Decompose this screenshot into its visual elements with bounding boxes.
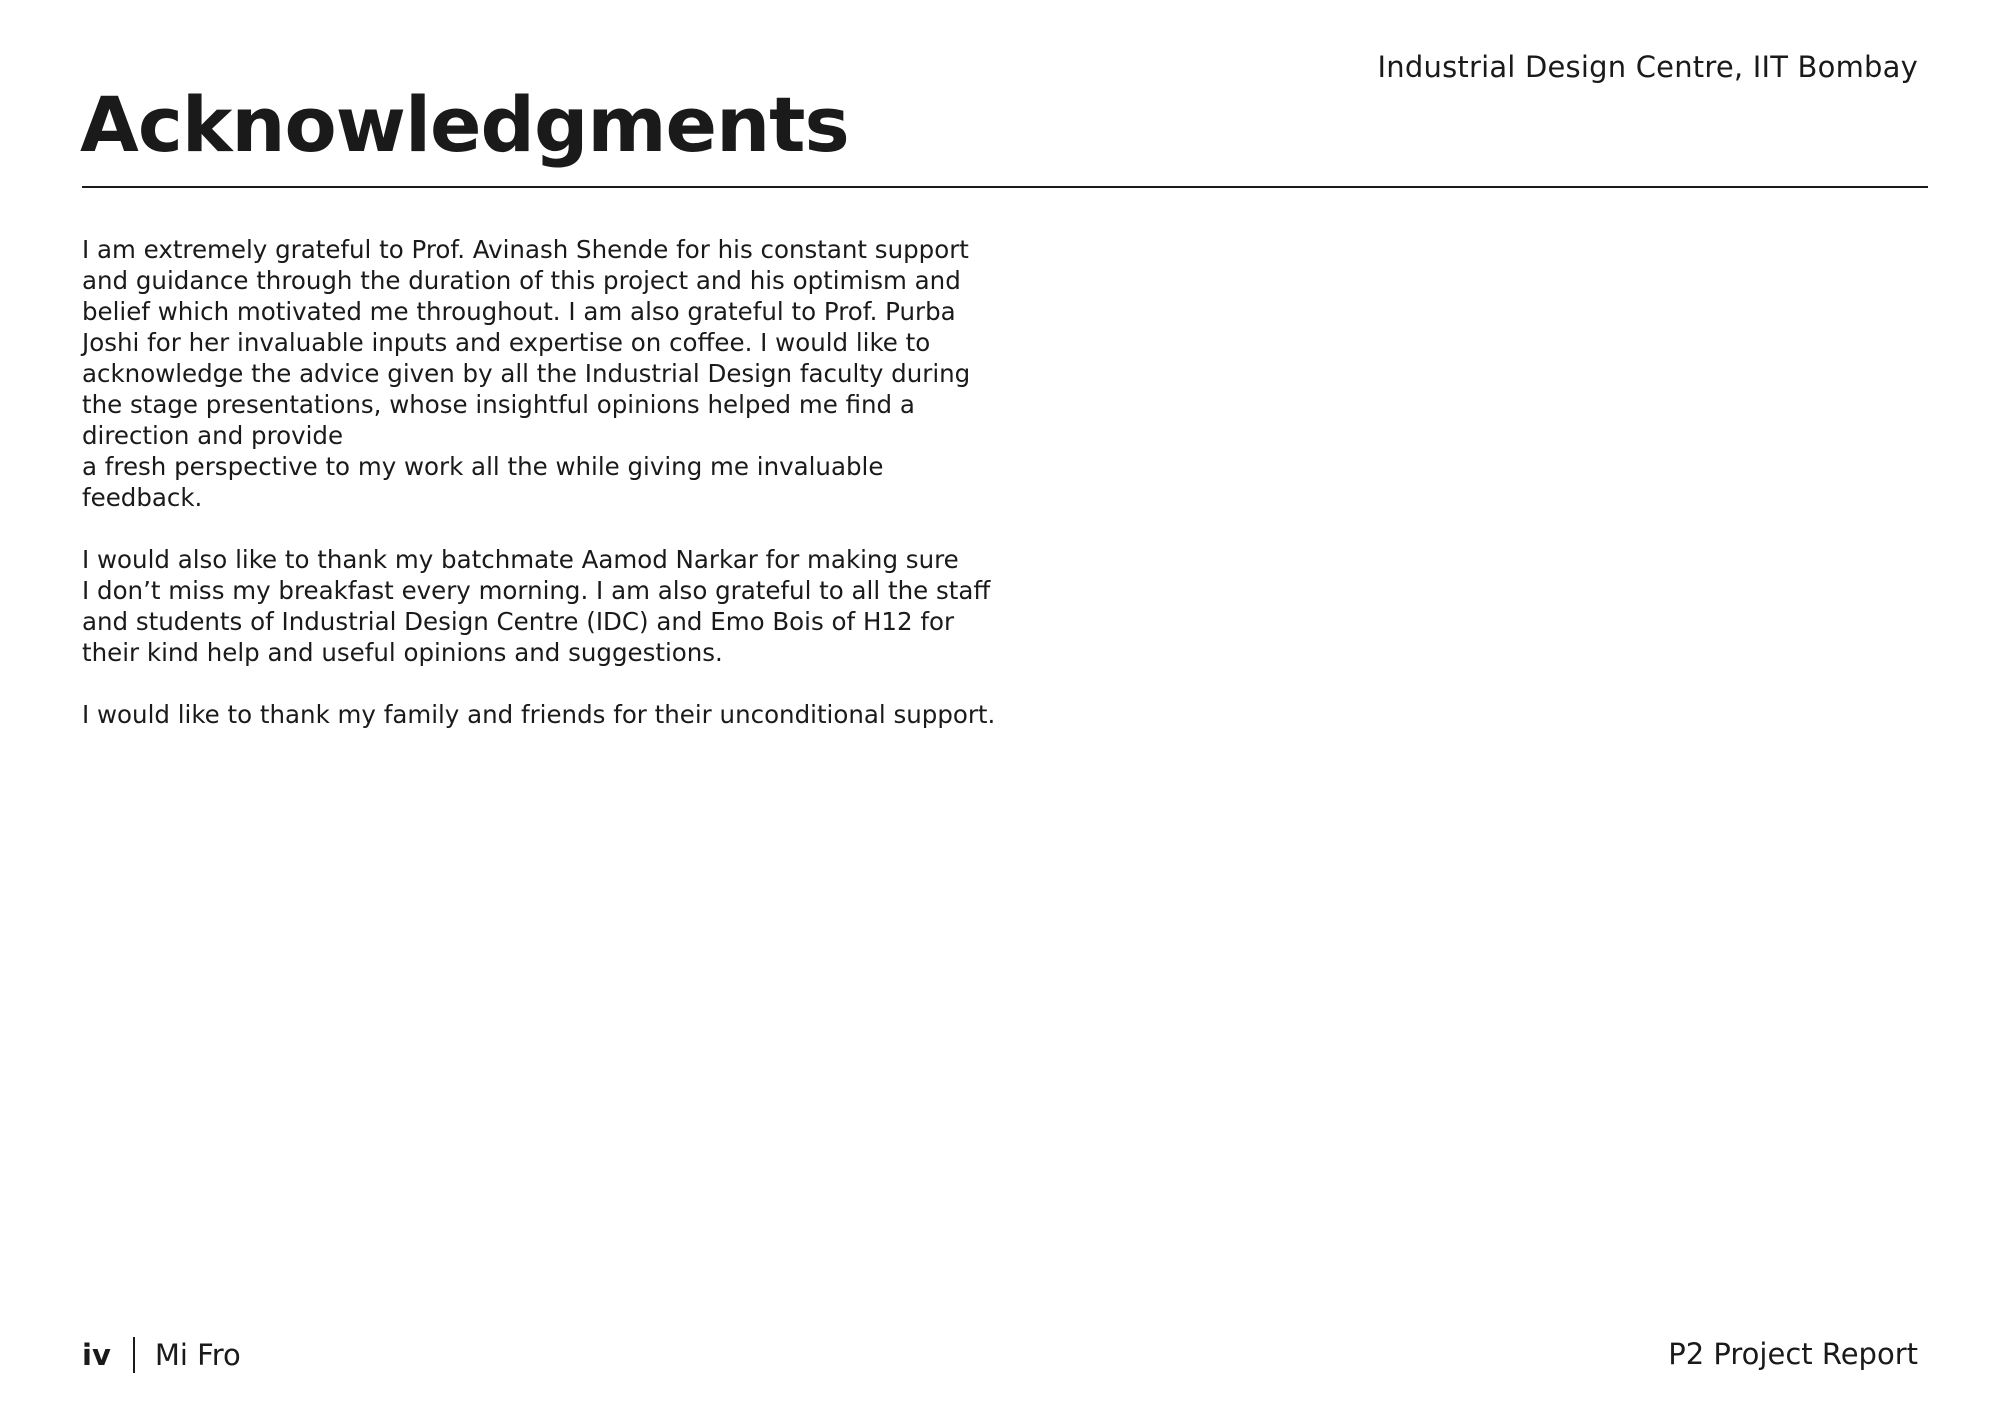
paragraph-faculty: I am extremely grateful to Prof. Avinash Shende for his constant support and guidance through the duration of this project and his optimism and belief which motivated me throughout. I am also grateful to Prof. Purba Joshi for her invaluable inputs and expertise on coffee. I would like to acknowledge the advice given by all the Industrial Design faculty during the stage presentations, whose insightful opinions helped me find a direction and provide a fresh perspective to my work all the while giving me invaluable feedback.	[82, 235, 971, 512]
acknowledgments-body	[82, 234, 1042, 761]
footer-left	[82, 1337, 241, 1373]
page-number: iv	[82, 1338, 111, 1372]
author-name: Mi Fro	[154, 1338, 241, 1372]
institute-name: Industrial Design Centre, IIT Bombay	[1377, 50, 1918, 84]
footer-divider	[133, 1337, 135, 1373]
report-title: P2 Project Report	[1668, 1337, 1918, 1371]
paragraph-family: I would like to thank my family and friends for their unconditional support.	[82, 700, 996, 729]
paragraph-peers: I would also like to thank my batchmate Aamod Narkar for making sure I don’t miss my breakfast every morning. I am also grateful to all the staff and students of Industrial Design Centre (IDC) and Emo Bois of H12 for their kind help and useful opinions and suggestions.	[82, 545, 991, 667]
page-title: Acknowledgments	[80, 80, 849, 169]
header-divider	[82, 186, 1928, 188]
